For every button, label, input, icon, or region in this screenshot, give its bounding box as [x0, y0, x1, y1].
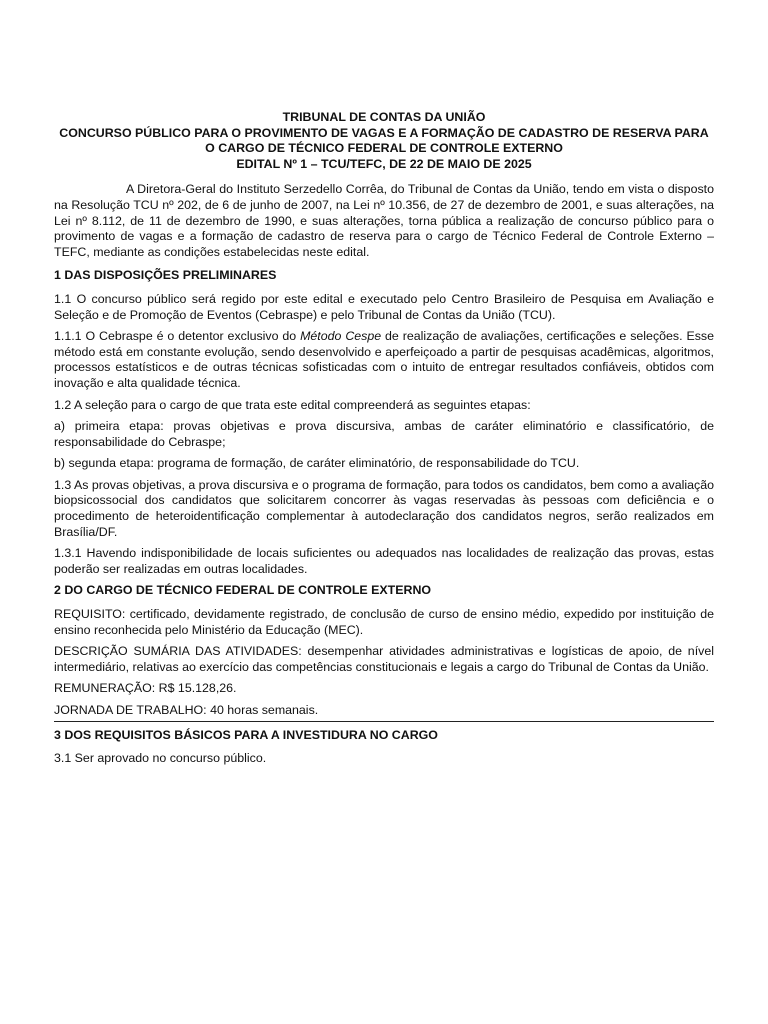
paragraph-1-1-1-end: de realização de avaliações, certificações e seleções. Esse método está em constante evolução, sendo desenvolvido e aperfeiçoado a partir de pesquisas acadêmicas, algoritmos, processos estatísticos e de outras técnicas sofisticadas com o intuito de entregar resultados confiáveis, obtidos com inovação e alta qualidade técnica.: [54, 329, 714, 390]
header-position: O CARGO DE TÉCNICO FEDERAL DE CONTROLE EXTERNO: [205, 141, 563, 156]
document-header: [54, 110, 714, 172]
requisito-paragraph: REQUISITO: certificado, devidamente registrado, de conclusão de curso de ensino médio, expedido por instituição de ensino reconhecida pelo Ministério da Educação (MEC).: [54, 607, 714, 637]
header-contest-title: CONCURSO PÚBLICO PARA O PROVIMENTO DE VAGAS E A FORMAÇÃO DE CADASTRO DE RESERVA PARA: [59, 125, 709, 140]
paragraph-1-3-1: 1.3.1 Havendo indisponibilidade de locais suficientes ou adequados nas localidades de realização das provas, estas poderão ser realizadas em outras localidades.: [54, 546, 714, 576]
paragraph-1-1-1-start: 1.1.1 O Cebraspe é o detentor exclusivo do: [54, 329, 301, 344]
item-a: a) primeira etapa: provas objetivas e prova discursiva, ambas de caráter eliminatório e classificatório, de responsabilidade do Cebraspe;: [54, 419, 714, 449]
paragraph-1-1: 1.1 O concurso público será regido por este edital e executado pelo Centro Brasileiro de Pesquisa em Avaliação e Seleção e de Promoção de Eventos (Cebraspe) e pelo Tribunal de Contas da União (TCU).: [54, 291, 714, 322]
header-institution: TRIBUNAL DE CONTAS DA UNIÃO: [282, 110, 486, 124]
section-2-title: 2 DO CARGO DE TÉCNICO FEDERAL DE CONTROLE EXTERNO: [54, 583, 432, 598]
paragraph-3-1: 3.1 Ser aprovado no concurso público.: [54, 751, 267, 766]
intro-paragraph: A Diretora-Geral do Instituto Serzedello Corrêa, do Tribunal de Contas da União, tendo em vista o disposto na Resolução TCU nº 202, de 6 de junho de 2007, na Lei nº 10.356, de 27 de dezembro de 2001, e suas alterações, na Lei nº 8.112, de 11 de dezembro de 1990, e suas alterações, torna pública a realização de concurso público para o provimento de vagas e a formação de cadastro de reserva para o cargo de Técnico Federal de Controle Externo – TEFC, mediante as condições estabelecidas neste edital.: [54, 182, 714, 259]
header-edital: EDITAL Nº 1 – TCU/TEFC, DE 22 DE MAIO DE 2025: [236, 156, 532, 171]
section-1-title: 1 DAS DISPOSIÇÕES PRELIMINARES: [54, 268, 277, 283]
item-b: b) segunda etapa: programa de formação, de caráter eliminatório, de responsabilidade do TCU.: [54, 456, 580, 471]
descricao-paragraph: DESCRIÇÃO SUMÁRIA DAS ATIVIDADES: desempenhar atividades administrativas e logísticas de apoio, de nível intermediário, relativas ao exercício das competências constitucionais e legais a cargo do Tribunal de Contas da União.: [54, 644, 714, 674]
table-divider: [54, 721, 714, 722]
jornada-paragraph: JORNADA DE TRABALHO: 40 horas semanais.: [54, 703, 319, 717]
paragraph-1-1-1: [54, 329, 714, 391]
section-3-title: 3 DOS REQUISITOS BÁSICOS PARA A INVESTIDURA NO CARGO: [54, 727, 438, 742]
paragraph-1-3: 1.3 As provas objetivas, a prova discursiva e o programa de formação, para todos os candidatos, bem como a avaliação biopsicossocial dos candidatos que solicitarem concorrer às vagas reservadas às pessoas com deficiência e o procedimento de heteroidentificação complementar à autodeclaração dos candidatos negros, serão realizados em Brasília/DF.: [54, 477, 714, 539]
method-name: Método Cespe: [300, 329, 382, 344]
paragraph-1-2: 1.2 A seleção para o cargo de que trata este edital compreenderá as seguintes etapas:: [54, 397, 531, 412]
remuneracao-paragraph: REMUNERAÇÃO: R$ 15.128,26.: [54, 681, 237, 696]
